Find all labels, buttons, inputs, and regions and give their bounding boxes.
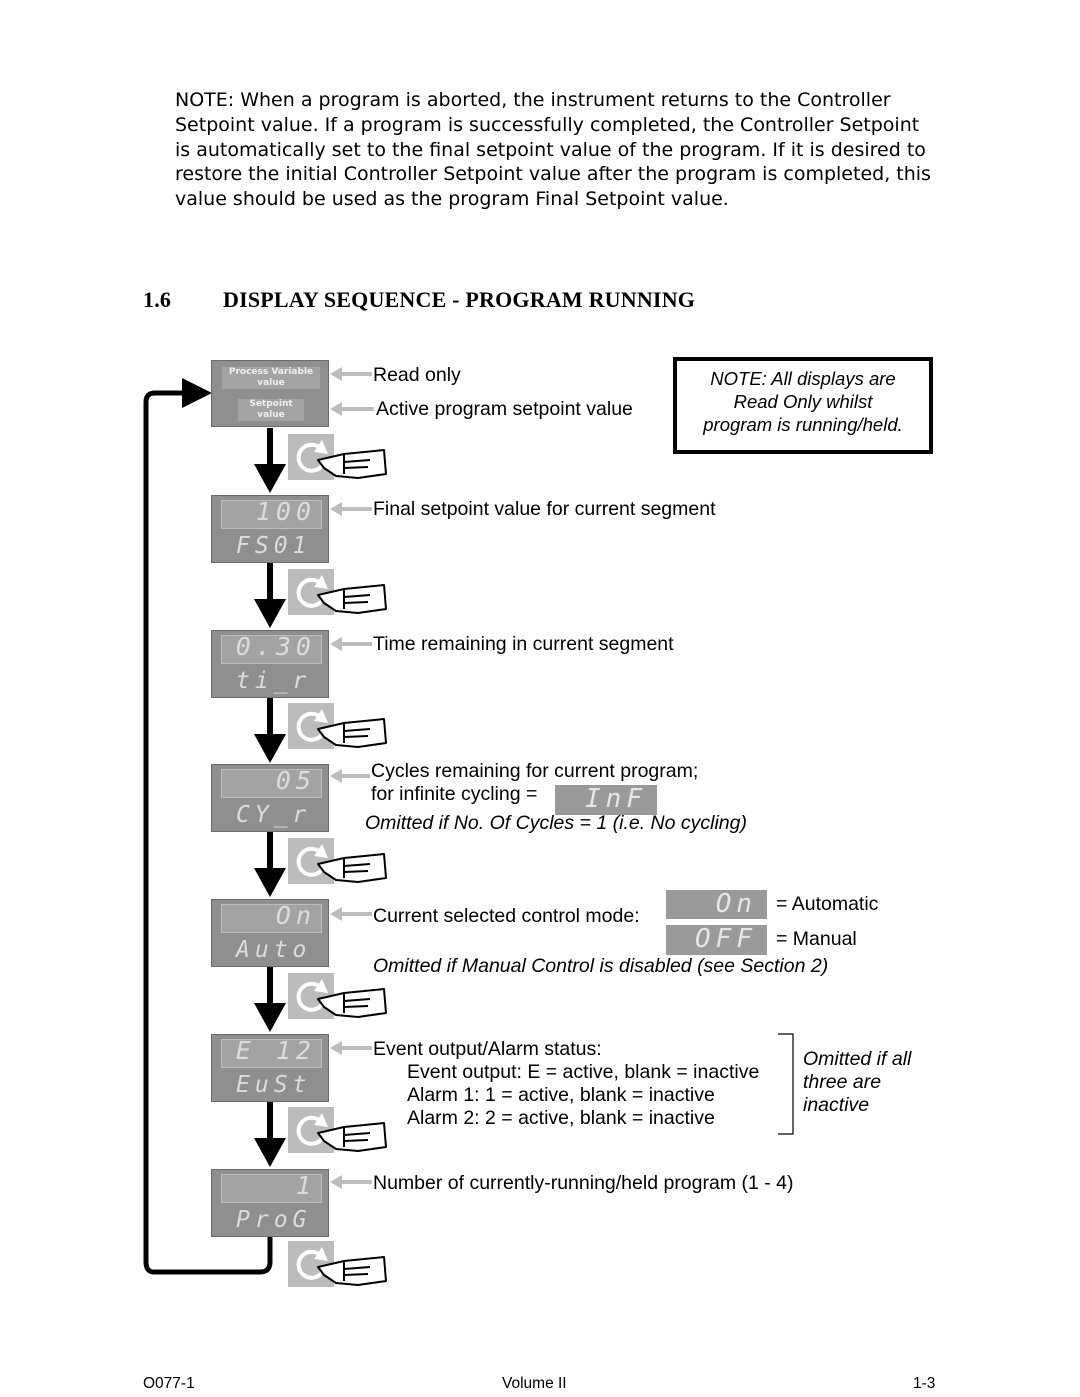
- scroll-button-icon: [288, 703, 386, 749]
- cycles-remaining-display: 05 CY_r: [211, 764, 329, 832]
- inline-infinite-display: InF: [555, 785, 657, 815]
- program-number-display: 1 ProG: [211, 1169, 329, 1237]
- event-output-line: Event output: E = active, blank = inactive: [407, 1061, 760, 1083]
- final-setpoint-display: 100 FS01: [211, 495, 329, 563]
- section-title: DISPLAY SEQUENCE - PROGRAM RUNNING: [223, 287, 696, 312]
- final-setpoint-label: Final setpoint value for current segment: [373, 498, 716, 520]
- footer-doc-code: O077-1: [143, 1375, 195, 1392]
- event-status-display: E 12 EuSt: [211, 1034, 329, 1102]
- bracket-note: Omitted if all three are inactive: [803, 1048, 912, 1116]
- control-omitted-note: Omitted if Manual Control is disabled (see Section 2): [373, 955, 829, 977]
- inline-on-display: On: [666, 890, 767, 919]
- cycles-label: Cycles remaining for current program;: [371, 760, 699, 782]
- scroll-button-icon: [288, 569, 386, 615]
- scroll-button-icon: [288, 973, 386, 1019]
- infinite-cycling-label: for infinite cycling =: [371, 783, 538, 805]
- cycles-omitted-note: Omitted if No. Of Cycles = 1 (i.e. No cycling): [365, 812, 747, 834]
- control-mode-label: Current selected control mode:: [373, 905, 640, 927]
- section-number: 1.6: [143, 287, 172, 312]
- control-mode-display: On Auto: [211, 899, 329, 967]
- active-setpoint-label: Active program setpoint value: [376, 398, 633, 420]
- scroll-button-icon: [288, 1107, 386, 1153]
- time-remaining-display: 0.30 ti_r: [211, 630, 329, 698]
- setpoint-label: Setpoint value: [238, 399, 304, 421]
- scroll-button-icon: [288, 838, 386, 884]
- event-status-title: Event output/Alarm status:: [373, 1038, 602, 1060]
- time-remaining-label: Time remaining in current segment: [373, 633, 674, 655]
- pv-label: Process Variable value: [222, 367, 320, 389]
- note-paragraph: NOTE: When a program is aborted, the instrument returns to the Controller Setpoint value. If a program is successfully completed, the Controller Setpoint is automatically set to the final setpoint value of the program. If it is desired to restore the initial Controller Setpoint value after the program is completed, this value should be used as the program Final Setpoint value.: [175, 89, 931, 211]
- alarm-1-line: Alarm 1: 1 = active, blank = inactive: [407, 1084, 715, 1106]
- alarm-2-line: Alarm 2: 2 = active, blank = inactive: [407, 1107, 715, 1129]
- scroll-button-icon: [288, 1241, 386, 1287]
- footer-page-number: 1-3: [913, 1375, 936, 1392]
- read-only-label: Read only: [373, 364, 461, 386]
- automatic-label: = Automatic: [776, 893, 879, 915]
- inline-off-display: OFF: [666, 925, 767, 955]
- note-box: NOTE: All displays are Read Only whilst program is running/held.: [673, 357, 933, 454]
- footer-volume: Volume II: [502, 1375, 567, 1392]
- scroll-button-icon: [288, 434, 386, 480]
- manual-label: = Manual: [776, 928, 857, 950]
- program-number-label: Number of currently-running/held program (1 - 4): [373, 1172, 794, 1194]
